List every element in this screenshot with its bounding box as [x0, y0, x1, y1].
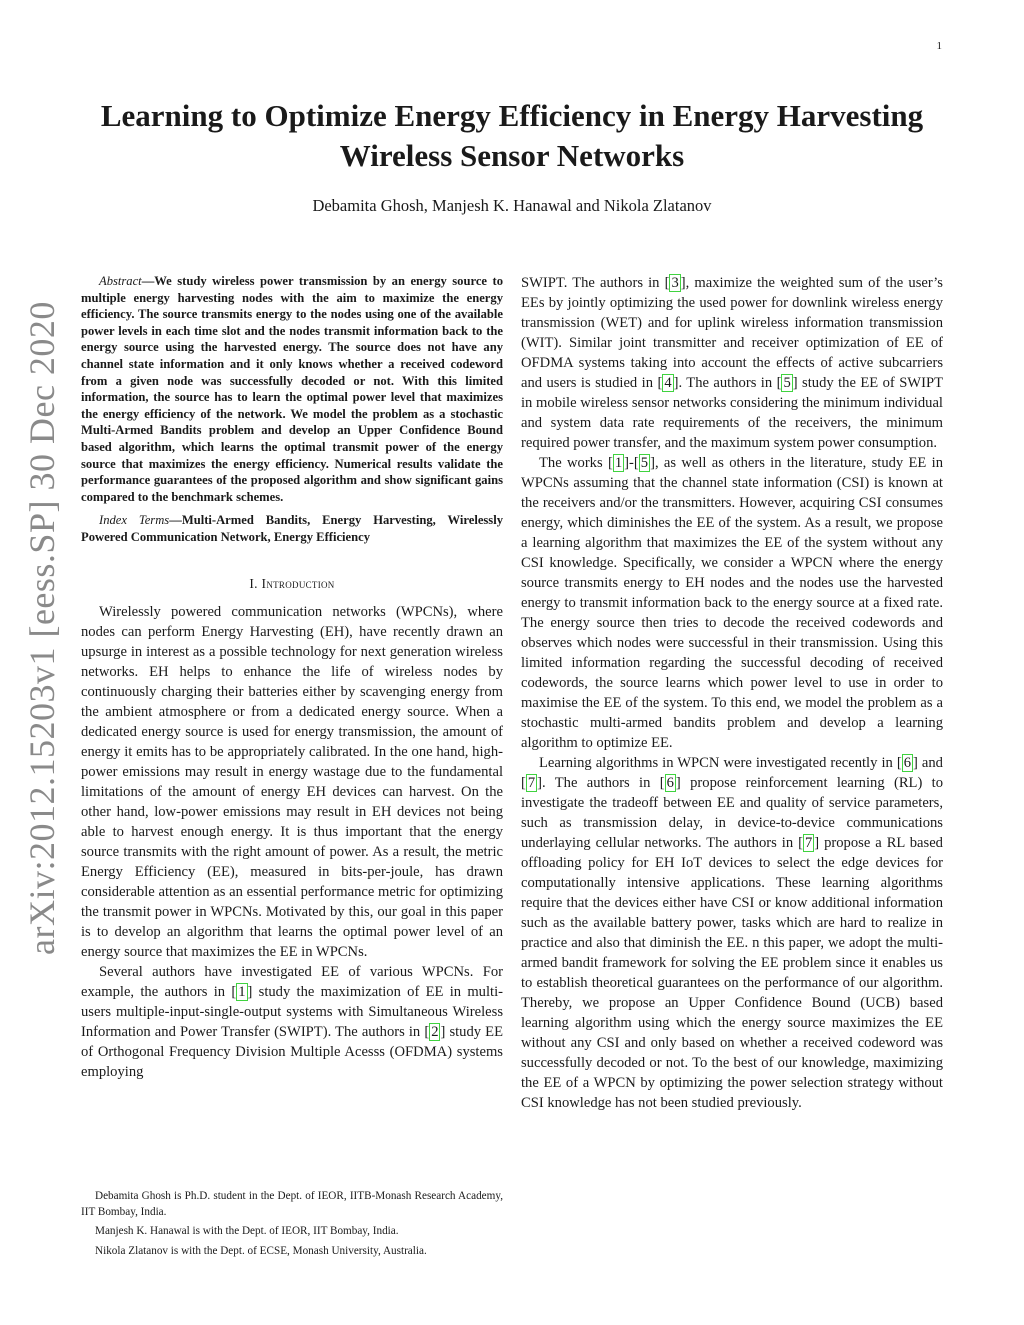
text-fragment: - [629, 455, 634, 471]
citation-link-7[interactable]: 7 [527, 775, 536, 791]
page-number: 1 [936, 40, 942, 52]
abstract [81, 273, 503, 505]
right-column [521, 273, 943, 1113]
intro-paragraph-1: Wirelessly powered communication networks (WPCNs), where nodes can perform Energy Harvesting (EH), have recently drawn an upsurge in interest as a possible technology for next generation wireless networks. EH helps to enhance the life of wireless nodes by continuously charging their batteries either by scavenging energy from the ambient atmosphere or from a dedicated energy source. When a dedicated energy source is used for energy transmission, the amount of energy it emits has to be appropriately calibrated. In the one hand, high-power emissions may result in energy wastage due to the fundamental limitations of the amount of energy EH devices can harvest. On the other hand, low-power emissions may result in EH devices not being able to harvest enough energy. It is thus important that the energy source transmits with the right amount of power. As a result, the metric Energy Efficiency (EE), measured in bits-per-joule, has drawn considerable attention as an essential performance metric for optimizing the transmit power in WPCNs. Motivated by this, our goal in this paper is to develop an algorithm that learns the optimal power level of an energy source that maximizes the EE in WPCNs. [81, 603, 503, 960]
section-heading-introduction: I. Introduction [249, 575, 335, 591]
text-fragment: SWIPT. The authors in [521, 275, 665, 291]
text-fragment: . The authors in [542, 775, 660, 791]
text-fragment: study the maximization of EE in multi-users multiple-input-single-output systems with Simultaneous Wireless Information and Power Transfer (SWIPT). The authors in [81, 983, 503, 1040]
footnote-hanawal: Manjesh K. Hanawal is with the Dept. of IEOR, IIT Bombay, India. [95, 1225, 399, 1237]
citation-link-1[interactable]: 1 [614, 455, 623, 471]
intro-paragraph-2: Several authors have investigated EE of various WPCNs. For example, the authors in [ 1 ] study the maximization of EE in multi-users multiple-input-single-output systems with Simultaneous Wireless Information and Power Transfer (SWIPT). The authors in [ 2 ] study EE of Orthogonal Frequency Division Multiple Acesss (OFDMA) systems employing [81, 963, 503, 1080]
title-block [82, 96, 942, 216]
citation-link-2[interactable]: 2 [431, 1023, 439, 1040]
text-fragment: The works [539, 455, 608, 471]
text-fragment: and [917, 755, 943, 771]
index-terms [81, 512, 503, 545]
text-fragment: Several authors have investigated EE of various WPCNs. For example, the authors in [81, 963, 503, 1000]
citation-link-6[interactable]: 6 [666, 775, 674, 791]
index-terms-lead: Index Terms [99, 513, 170, 528]
footnote-ghosh: Debamita Ghosh is Ph.D. student in the Dept. of IEOR, IITB-Monash Research Academy, IIT Bombay, India. [81, 1190, 503, 1218]
intro-paragraph-3: SWIPT. The authors in [ 3 ], maximize the weighted sum of the user’s EEs by jointly optimizing the used power for downlink wireless energy transmission (WET) and for uplink wireless information transmission (WIT). Similar joint transmitter and receiver optimization of EE of OFDMA systems taking into account the effects of active subcarriers and users is studied in [ 4 ]. The authors in [ 5 ] study the EE of SWIPT in mobile wireless sensor networks considering the minimum individual and system data rate requirements of the receivers, the minimum required power transfer, and the maximum system power consumption. [521, 275, 943, 451]
text-fragment: , as well as others in the literature, study EE in WPCNs assuming that the channel state information (CSI) is known at the receivers and/or the transmitters. However, acquiring CSI consumes energy, which diminishes the EE of the system. As a result, we propose a learning algorithm that maximizes the EE of the system without any CSI knowledge. Specifically, we consider a WPCN where the energy source transmits energy to EH nodes and the nodes use the harvested energy to transmit information back to the energy source at a fixed rate. The energy source then tries to decode the received codewords and observes which nodes were successful in their transmission. Using this limited information regarding the successful decoding of received codewords, the source learns which power level to use in order to maximise the EE of the system. To this end, we model the problem as a stochastic multi-armed bandits problem and develop a learning algorithm to optimize EE. [521, 455, 943, 751]
footnotes [81, 1189, 503, 1263]
citation-link-5[interactable]: 5 [640, 455, 649, 471]
citation-link-1[interactable]: 1 [238, 983, 246, 1000]
citation-link-3[interactable]: 3 [671, 275, 679, 291]
citation-link-7[interactable]: 7 [804, 835, 813, 851]
index-terms-text: —Multi-Armed Bandits, Energy Harvesting, Wirelessly Powered Communication Network, Energy Efficiency [81, 513, 504, 544]
left-column [81, 273, 503, 1082]
text-fragment: study the EE of SWIPT in mobile wireless sensor networks considering the minimum individual and system data rate requirements of the receivers, the minimum required power transfer, and the maximum system power consumption. [521, 375, 943, 451]
abstract-lead: Abstract [99, 274, 142, 288]
text-fragment: propose reinforcement learning (RL) to investigate the tradeoff between EE and quality of service parameters, such as transmission delay, in device-to-device communications underlaying cellular networks. The authors in [521, 775, 944, 851]
abstract-text: —We study wireless power transmission by an energy source to multiple energy harvesting nodes with the aim to maximize the energy efficiency. The source transmits energy to the nodes using one of the available power levels in each time slot and the nodes transmit information back to the energy source using the harvested energy. The source does not have any channel state information and it only knows whether a received codeword from a given node was successfully decoded or not. With this limited information, the source has to learn the optimal power level that maximizes the energy efficiency of the network. We model the problem as a stochastic Multi-Armed Bandits problem and develop an Upper Confidence Bound based algorithm, which learns the optimal transmit power of the energy source that maximizes the energy efficiency. Numerical results validate the performance guarantees of the proposed algorithm and show significant gains compared to the benchmark schemes. [81, 274, 503, 504]
text-fragment: propose a RL based offloading policy for EH IoT devices to select the edge devices for computationally intensive applications. These learning algorithms require that the devices either have CSI or know additional information such as the available battery power, tasks which are hard to realize in practice and also that diminish the EE. n this paper, we adopt the multi-armed bandit framework for solving the EE problem since it enables us to establish theoretical guarantees on the performance of our algorithm. Thereby, we propose an Upper Confidence Bound (UCB) based learning algorithm using which the energy source maximizes the EE without any CSI and only based on whether a received codeword was successfully decoded or not. To the best of our knowledge, maximizing the EE of a WPCN by optimizing the power selection strategy without CSI knowledge has not been studied previously. [521, 835, 943, 1111]
intro-paragraph-5: Learning algorithms in WPCN were investigated recently in [ 6 ] and [ 7 ]. The authors in [ 6 ] propose reinforcement learning (RL) to investigate the tradeoff between EE and quality of service parameters, such as transmission delay, in device-to-device communications underlaying cellular networks. The authors in [ 7 ] propose a RL based offloading policy for EH IoT devices to select the edge devices for computationally intensive applications. These learning algorithms require that the devices either have CSI or know additional information such as the available battery power, tasks which are hard to realize in practice and also that diminish the EE. n this paper, we adopt the multi-armed bandit framework for solving the EE problem since it enables us to establish theoretical guarantees on the performance of our algorithm. Thereby, we propose an Upper Confidence Bound (UCB) based learning algorithm using which the energy source maximizes the EE without any CSI and only based on whether a received codeword was successfully decoded or not. To the best of our knowledge, maximizing the EE of a WPCN by optimizing the power selection strategy without CSI knowledge has not been studied previously. [521, 755, 944, 1111]
text-fragment: . The authors in [678, 375, 777, 391]
arxiv-stamp: arXiv:2012.15203v1 [eess.SP] 30 Dec 2020 [22, 301, 62, 955]
footnote-zlatanov: Nikola Zlatanov is with the Dept. of ECSE, Monash University, Australia. [95, 1244, 427, 1257]
citation-link-5[interactable]: 5 [783, 375, 791, 391]
text-fragment: study EE of Orthogonal Frequency Division Multiple Acesss (OFDMA) systems employing [81, 1023, 503, 1080]
text-fragment: Learning algorithms in WPCN were investigated recently in [539, 755, 897, 771]
citation-link-4[interactable]: 4 [664, 375, 672, 391]
paper-title: Learning to Optimize Energy Efficiency in Energy Harvesting Wireless Sensor Networks [100, 98, 924, 173]
citation-link-6[interactable]: 6 [903, 755, 911, 771]
text-fragment: , maximize the weighted sum of the user’s EEs by jointly optimizing the used power for downlink wireless energy transmission (WET) and for uplink wireless information transmission (WIT). Similar joint transmitter and receiver optimization of EE of OFDMA systems taking into account the effects of active subcarriers and users is studied in [521, 275, 943, 391]
intro-paragraph-4: The works [ 1 ]-[ 5 ], as well as others in the literature, study EE in WPCNs assuming that the channel state information (CSI) is known at the receivers and/or the transmitters. However, acquiring CSI consumes energy, which diminishes the EE of the system. As a result, we propose a learning algorithm that maximizes the EE of the system without any CSI knowledge. Specifically, we consider a WPCN where the energy source transmits energy to EH nodes and the nodes use the harvested energy to transmit information back to the energy source at a fixed rate. The energy source then tries to decode the received codewords and observes which nodes were successful in their transmission. Using this limited information regarding the successful decoding of received codewords, the source learns which power level to use in order to maximise the EE of the system. To this end, we model the problem as a stochastic multi-armed bandits problem and develop a learning algorithm to optimize EE. [521, 455, 943, 751]
paper-authors: Debamita Ghosh, Manjesh K. Hanawal and Nikola Zlatanov [312, 196, 712, 215]
